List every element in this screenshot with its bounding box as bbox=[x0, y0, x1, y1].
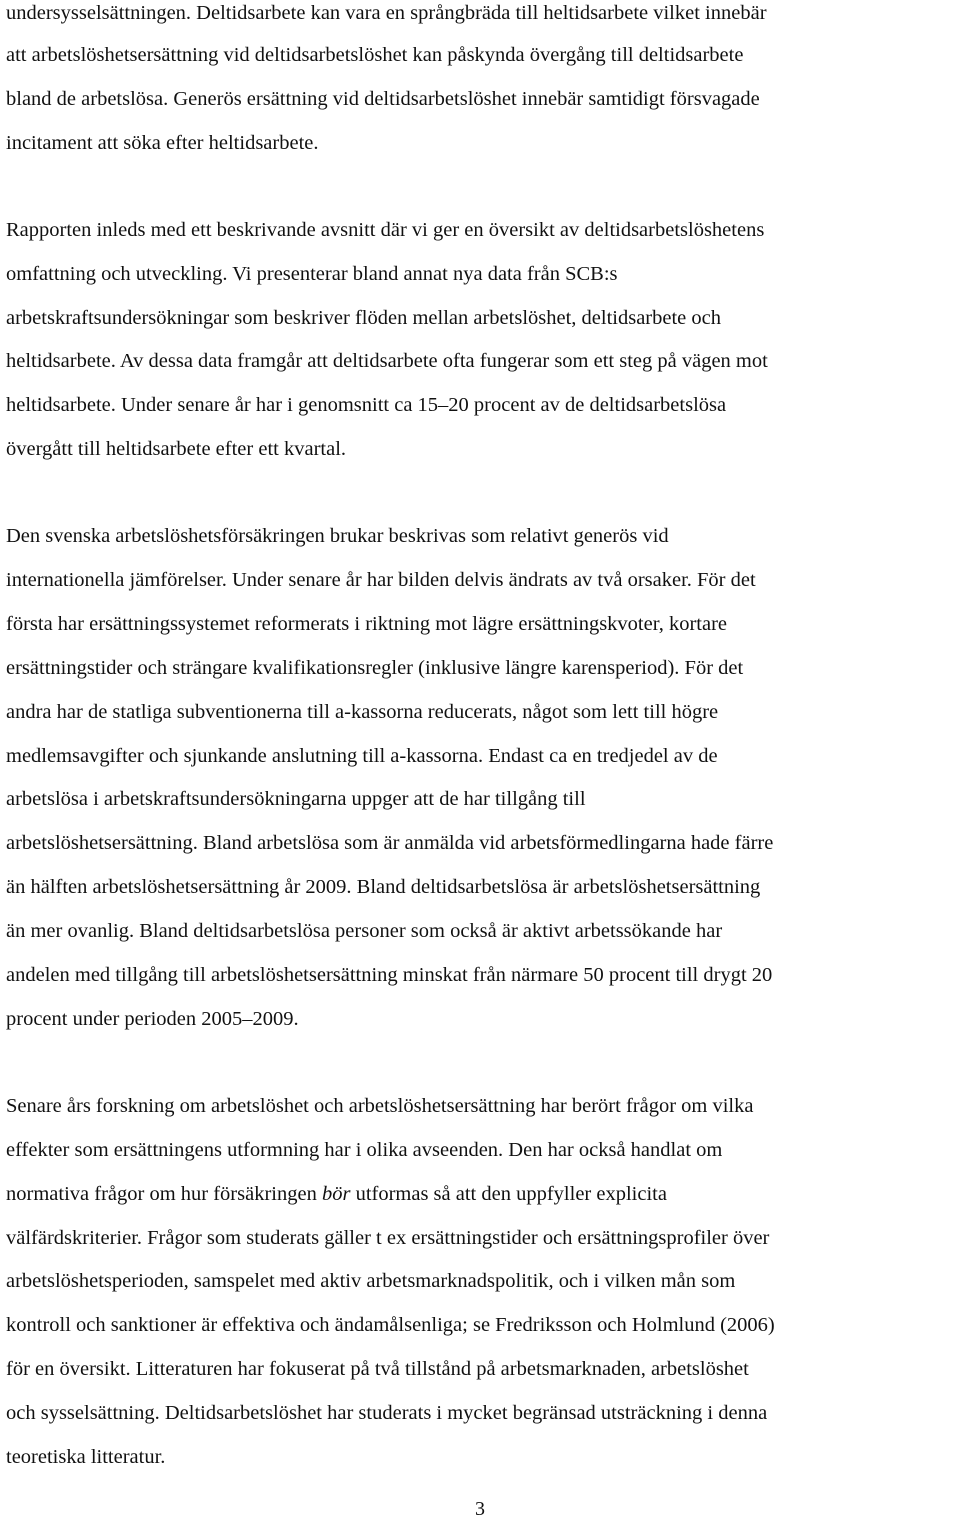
text-line: än mer ovanlig. Bland deltidsarbetslösa personer som också är aktivt arbetssökande har bbox=[6, 920, 723, 942]
text-line: heltidsarbete. Av dessa data framgår att deltidsarbete ofta fungerar som ett steg på vägen mot bbox=[6, 350, 768, 372]
text-line: och sysselsättning. Deltidsarbetslöshet har studerats i mycket begränsad utsträckning i denna bbox=[6, 1402, 768, 1424]
text-line: första har ersättningssystemet reformerats i riktning mot lägre ersättningskvoter, kortare bbox=[6, 613, 728, 635]
text-line: kontroll och sanktioner är effektiva och ändamålsenliga; se Fredriksson och Holmlund (2006) bbox=[6, 1314, 775, 1336]
text-line: procent under perioden 2005–2009. bbox=[6, 1008, 299, 1030]
text-line: andra har de statliga subventionerna till a-kassorna reducerats, något som lett till högre bbox=[6, 701, 719, 723]
text-line: arbetslöshetsersättning. Bland arbetslösa som är anmälda vid arbetsförmedlingarna hade färre bbox=[6, 832, 774, 854]
text-line: bland de arbetslösa. Generös ersättning vid deltidsarbetslöshet innebär samtidigt försvagade bbox=[6, 88, 760, 110]
text-line: Rapporten inleds med ett beskrivande avsnitt där vi ger en översikt av deltidsarbetslöshetens bbox=[6, 219, 765, 241]
text-line: andelen med tillgång till arbetslöshetsersättning minskat från närmare 50 procent till drygt 20 bbox=[6, 964, 773, 986]
text-line: normativa frågor om hur försäkringen bör utformas så att den uppfyller explicita bbox=[6, 1183, 667, 1205]
text-line: omfattning och utveckling. Vi presenterar bland annat nya data från SCB:s bbox=[6, 263, 618, 285]
text-line: arbetslöshetsperioden, samspelet med aktiv arbetsmarknadspolitik, och i vilken mån som bbox=[6, 1270, 736, 1292]
text-line: än hälften arbetslöshetsersättning år 2009. Bland deltidsarbetslösa är arbetslöshetsersättning bbox=[6, 876, 761, 898]
text-line: arbetslösa i arbetskraftsundersökningarna uppger att de har tillgång till bbox=[6, 788, 586, 810]
text-line: incitament att söka efter heltidsarbete. bbox=[6, 132, 319, 154]
text-line: Senare års forskning om arbetslöshet och arbetslöshetsersättning har berört frågor om vilka bbox=[6, 1095, 754, 1117]
text-line: att arbetslöshetsersättning vid deltidsarbetslöshet kan påskynda övergång till deltidsarbete bbox=[6, 44, 744, 66]
text-line: medlemsavgifter och sjunkande anslutning till a-kassorna. Endast ca en tredjedel av de bbox=[6, 745, 718, 767]
page-number: 3 bbox=[475, 1498, 485, 1520]
text-line: teoretiska litteratur. bbox=[6, 1446, 166, 1468]
text-line: heltidsarbete. Under senare år har i genomsnitt ca 15–20 procent av de deltidsarbetslösa bbox=[6, 394, 727, 416]
text-line: arbetskraftsundersökningar som beskriver flöden mellan arbetslöshet, deltidsarbete och bbox=[6, 307, 721, 329]
text-line: övergått till heltidsarbete efter ett kvartal. bbox=[6, 438, 347, 460]
text-line: undersysselsättningen. Deltidsarbete kan vara en språngbräda till heltidsarbete vilket innebär bbox=[6, 2, 767, 24]
text-line: ersättningstider och strängare kvalifikationsregler (inklusive längre karensperiod). För det bbox=[6, 657, 744, 679]
text-line: för en översikt. Litteraturen har fokuserat på två tillstånd på arbetsmarknaden, arbetslöshet bbox=[6, 1358, 749, 1380]
text-line: Den svenska arbetslöshetsförsäkringen brukar beskrivas som relativt generös vid bbox=[6, 525, 669, 547]
text-line: välfärdskriterier. Frågor som studerats gäller t ex ersättningstider och ersättningsprofiler över bbox=[6, 1227, 770, 1249]
text-line: internationella jämförelser. Under senare år har bilden delvis ändrats av två orsaker. För det bbox=[6, 569, 756, 591]
text-line: effekter som ersättningens utformning har i olika avseenden. Den har också handlat om bbox=[6, 1139, 723, 1161]
